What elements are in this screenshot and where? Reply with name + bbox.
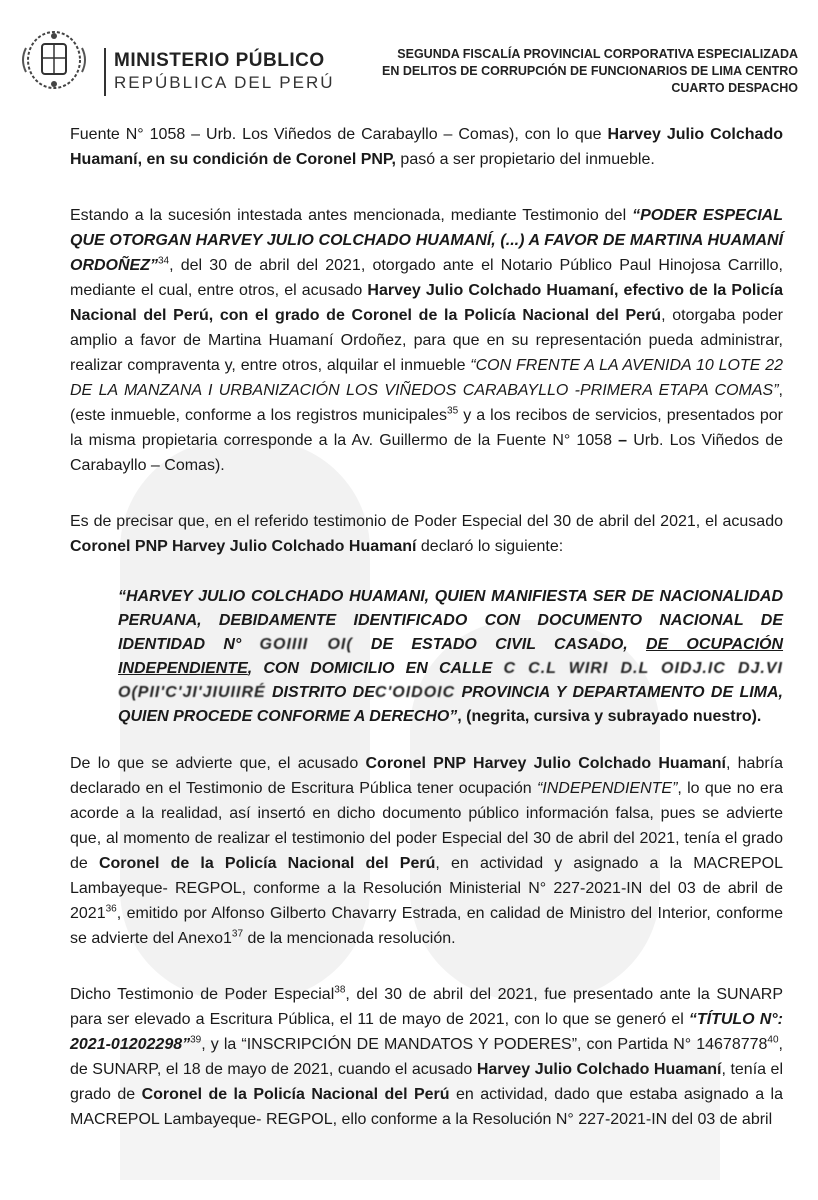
office-line-2: EN DELITOS DE CORRUPCIÓN DE FUNCIONARIOS DE LIMA CENTRO bbox=[382, 64, 798, 78]
redacted-text: C C.L WIRI D.L OIDJ.IC DJ.VI O(PII'C'JI'JIUIIRÉ bbox=[118, 660, 783, 701]
paragraph-4 bbox=[70, 751, 783, 951]
text: , del 30 de abril del 2021, otorgado ante el Notario Público Paul Hinojosa Carrillo, mediante el cual, entre otros, el acusado bbox=[70, 257, 783, 299]
text: y a los recibos de servicios, presentados por la misma propietaria corresponde a la Av. Guillermo de la Fuente N° 1058 bbox=[70, 407, 784, 449]
header-divider bbox=[104, 48, 106, 96]
footnote-ref: 39 bbox=[190, 1034, 202, 1046]
text: , y la “INSCRIPCIÓN DE MANDATOS Y PODERES”, con Partida N° 14678778 bbox=[201, 1036, 768, 1053]
bold-italic-text: “PODER ESPECIAL QUE OTORGAN HARVEY JULIO COLCHADO HUAMANÍ, (...) A FAVOR DE MARTINA HUAMANÍ ORDOÑEZ” bbox=[70, 207, 784, 274]
paragraph-5 bbox=[70, 982, 783, 1132]
quote-text: “HARVEY JULIO COLCHADO HUAMANI, QUIEN MANIFIESTA SER DE NACIONALIDAD PERUANA, DEBIDAMENTE IDENTIFICADO CON DOCUMENTO NACIONAL DE IDENTIDAD N° bbox=[118, 588, 783, 653]
quote-note: , (negrita, cursiva y subrayado nuestro). bbox=[457, 708, 762, 725]
bold-text: – bbox=[618, 432, 628, 449]
text: , (este inmueble, conforme a los registros municipales bbox=[70, 382, 783, 424]
redacted-text: GOIIII OI( bbox=[259, 636, 353, 653]
bold-text: Coronel PNP Harvey Julio Colchado Huamaní bbox=[70, 538, 417, 555]
text: , del 30 de abril del 2021, fue presentado ante la SUNARP para ser elevado a Escritura Pública, el 11 de mayo de 2021, con lo que se generó el bbox=[70, 986, 784, 1028]
bold-text: Coronel PNP Harvey Julio Colchado Huamaní bbox=[365, 755, 726, 772]
bold-text: Harvey Julio Colchado Huamaní, efectivo de la Policía Nacional del Perú, con el grado de Coronel de la Policía Nacional del Perú bbox=[70, 282, 783, 324]
footnote-ref: 36 bbox=[105, 903, 117, 915]
text: declaró lo siguiente: bbox=[416, 538, 564, 555]
text: , tenía el grado de bbox=[70, 1061, 784, 1103]
footnote-ref: 38 bbox=[334, 984, 346, 996]
underlined-text: DE OCUPACIÓN INDEPENDIENTE bbox=[118, 636, 784, 677]
text: Dicho Testimonio de Poder Especial bbox=[70, 986, 335, 1003]
text: en actividad, dado que estaba asignado a la MACREPOL Lambayeque- REGPOL, ello conforme a la Resolución N° 227-2021-IN del 03 de abril bbox=[70, 1086, 783, 1128]
institution-block bbox=[114, 50, 335, 93]
italic-text: “CON FRENTE A LA AVENIDA 10 LOTE 22 DE LA MANZANA I URBANIZACIÓN LOS VIÑEDOS CARABAYLLO -PRIMERA ETAPA COMAS” bbox=[70, 357, 783, 399]
text: , habría declarado en el Testimonio de Escritura Pública tener ocupación bbox=[70, 755, 784, 797]
paragraph-2 bbox=[70, 203, 783, 478]
quote-text: DE ESTADO CIVIL CASADO, bbox=[352, 636, 646, 653]
paragraph-3 bbox=[70, 509, 783, 559]
text: pasó a ser propietario del inmueble. bbox=[395, 151, 655, 168]
bold-text: Harvey Julio Colchado Huamaní bbox=[476, 1061, 722, 1078]
text: Estando a la sucesión intestada antes mencionada, mediante Testimonio del bbox=[70, 207, 633, 224]
text: de la mencionada resolución. bbox=[243, 930, 456, 947]
footnote-ref: 40 bbox=[767, 1034, 779, 1046]
country-name: REPÚBLICA DEL PERÚ bbox=[114, 73, 335, 92]
text: Urb. Los Viñedos de Carabayllo – Comas). bbox=[70, 432, 784, 474]
text: , de SUNARP, el 18 de mayo de 2021, cuando el acusado bbox=[70, 1036, 783, 1078]
office-line-1: SEGUNDA FISCALÍA PROVINCIAL CORPORATIVA ESPECIALIZADA bbox=[397, 47, 798, 61]
quoted-declaration bbox=[118, 585, 783, 729]
quote-text: DISTRITO DE bbox=[265, 684, 375, 701]
institution-name: MINISTERIO PÚBLICO bbox=[114, 50, 325, 71]
footnote-ref: 37 bbox=[231, 928, 244, 940]
text: , emitido por Alfonso Gilberto Chavarry Estrada, en calidad de Ministro del Interior, conforme se advierte del Anexo1 bbox=[70, 905, 783, 947]
office-block bbox=[382, 46, 798, 97]
office-line-3: CUARTO DESPACHO bbox=[671, 81, 798, 95]
footnote-ref: 35 bbox=[447, 405, 459, 417]
redacted-text: C'OIDOIC bbox=[374, 684, 456, 701]
bold-text: Coronel de la Policía Nacional del Perú bbox=[98, 855, 436, 872]
text: , lo que no era acorde a la realidad, así insertó en dicho documento público información falsa, pues se advierte que, al momento de realizar el testimonio del poder Especial del 30 de abril del 2021, tenía el grado de bbox=[70, 780, 784, 872]
quote-text: PROVINCIA Y DEPARTAMENTO DE LIMA, QUIEN PROCEDE CONFORME A DERECHO” bbox=[118, 684, 783, 725]
text: Es de precisar que, en el referido testimonio de Poder Especial del 30 de abril del 2021, el acusado bbox=[70, 513, 783, 530]
text: , otorgaba poder amplio a favor de Martina Huamaní Ordoñez, para que en su representación pueda administrar, realizar compraventa y, entre otros, alquilar el inmueble bbox=[70, 307, 784, 374]
text: De lo que se advierte que, el acusado bbox=[70, 755, 366, 772]
footnote-ref: 34 bbox=[158, 255, 170, 267]
bold-text: Harvey Julio Colchado Huamaní, en su condición de Coronel PNP, bbox=[70, 126, 783, 168]
text: Fuente N° 1058 – Urb. Los Viñedos de Carabayllo – Comas), con lo que bbox=[70, 126, 608, 143]
quote-text: , CON DOMICILIO EN CALLE bbox=[247, 660, 504, 677]
italic-text: “INDEPENDIENTE” bbox=[536, 780, 678, 797]
bold-text: Coronel de la Policía Nacional del Perú bbox=[141, 1086, 450, 1103]
document-body bbox=[70, 122, 783, 1163]
bold-italic-text: “TÍTULO N°: 2021-01202298” bbox=[70, 1011, 783, 1053]
coat-of-arms-icon bbox=[18, 28, 90, 92]
text: , en actividad y asignado a la MACREPOL Lambayeque- REGPOL, conforme a la Resolución Ministerial N° 227-2021-IN del 03 de abril de 2021 bbox=[70, 855, 784, 922]
paragraph-1 bbox=[70, 122, 783, 172]
letterhead bbox=[18, 18, 798, 98]
